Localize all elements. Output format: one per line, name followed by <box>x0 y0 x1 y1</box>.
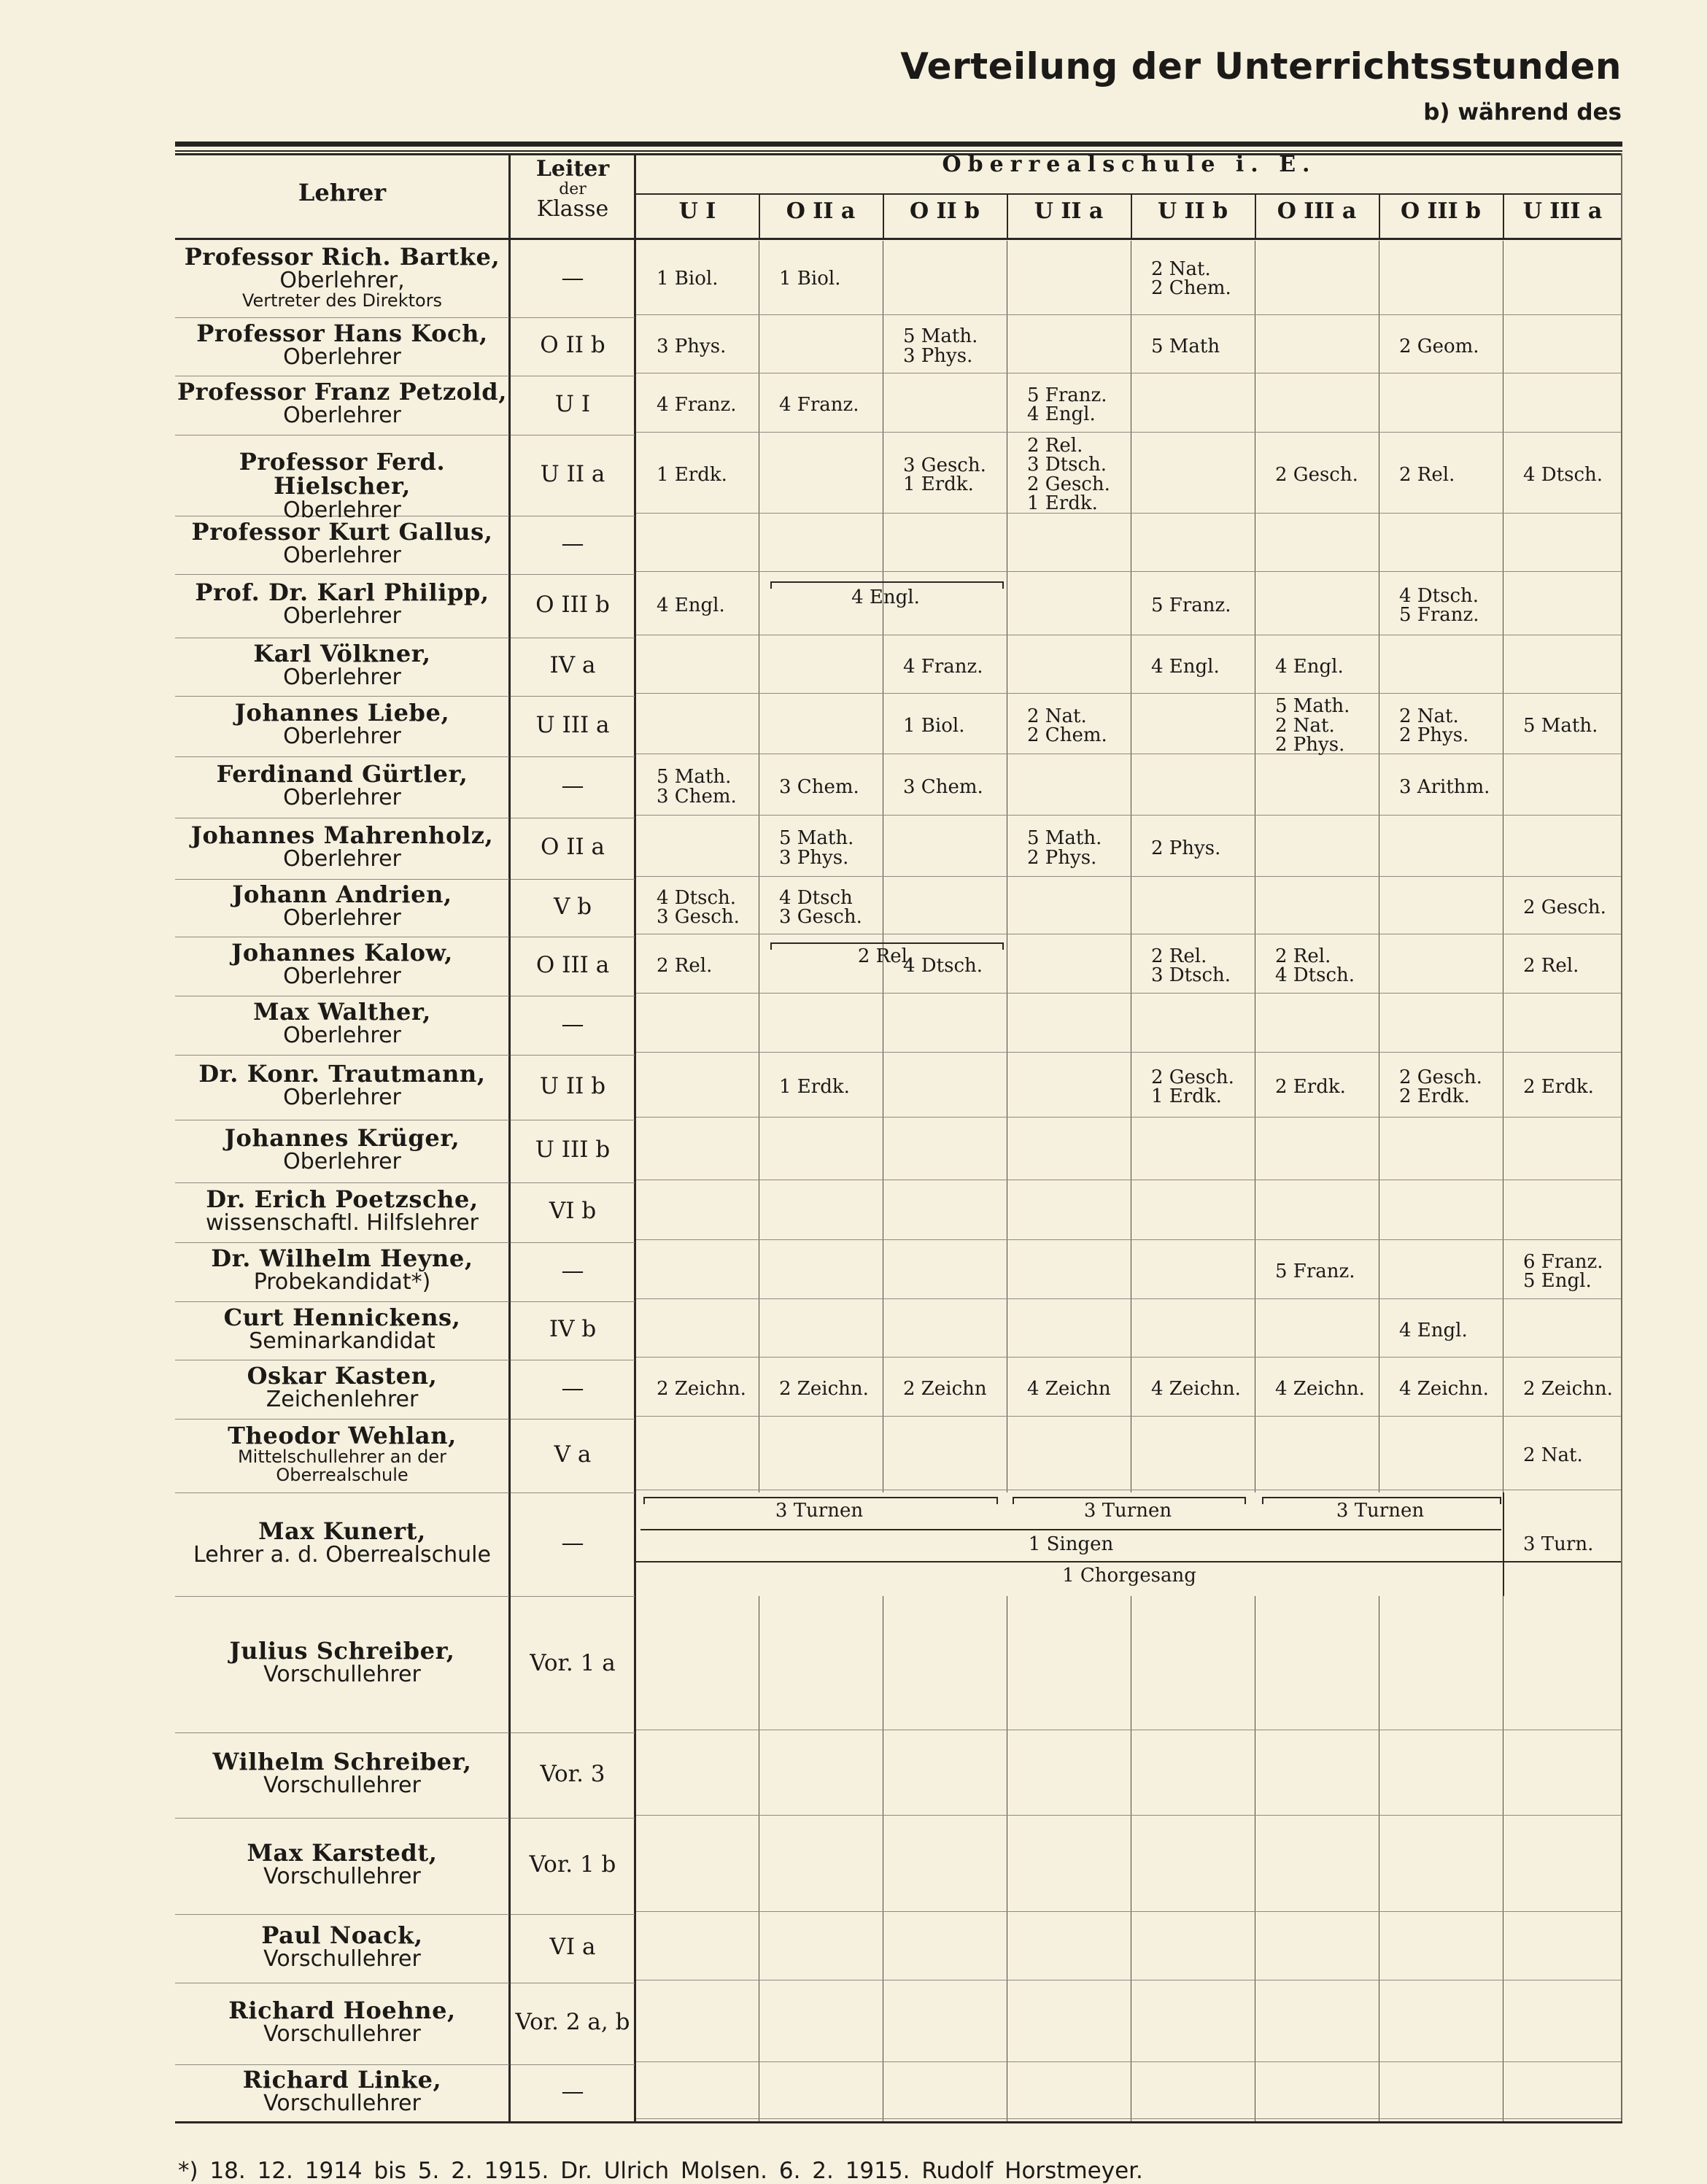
teacher-role: Oberlehrer <box>283 344 401 370</box>
teacher-role: Oberlehrer <box>283 542 401 568</box>
lesson-cell: 2 Rel. <box>657 955 713 977</box>
lesson-cell: 2 Zeichn. <box>657 1378 746 1400</box>
teacher-name: Johannes Kalow, <box>231 939 453 967</box>
lesson-cell: 5 Franz. <box>1151 595 1231 616</box>
row-line-classes <box>636 1239 1622 1240</box>
class-leader: U III b <box>535 1136 611 1163</box>
row-line-name <box>175 1492 509 1493</box>
class-leader: — <box>561 2078 584 2104</box>
teacher-name-block <box>175 1123 509 1174</box>
row-line-leiter <box>511 1055 635 1056</box>
teacher-name: Max Karstedt, <box>247 1838 438 1867</box>
turnen-label-2: 3 Turnen <box>1083 1500 1172 1522</box>
lesson-cell: 3 Chem. <box>779 775 859 798</box>
row-line-leiter <box>511 1301 635 1302</box>
top-rule <box>175 142 1622 147</box>
lesson-cell: 2 Gesch. <box>1523 897 1606 918</box>
teacher-name: Karl Völkner, <box>253 639 431 667</box>
lesson-cell: 5 Math. 2 Nat. 2 Phys. <box>1275 695 1350 756</box>
row-line-leiter <box>511 1914 635 1915</box>
leiter-header-line3: Klasse <box>536 195 609 222</box>
lesson-cell: 2 Rel. 3 Dtsch. 2 Gesch. 1 Erdk. <box>1027 434 1110 515</box>
teacher-role: Vorschullehrer <box>263 2021 421 2047</box>
teacher-role: Seminarkandidat <box>249 1328 436 1354</box>
teacher-name: Johannes Mahrenholz, <box>190 821 494 849</box>
row-line-leiter <box>511 574 635 575</box>
row-line-name <box>175 574 509 575</box>
lesson-cell: 4 Dtsch. 5 Franz. <box>1399 584 1479 627</box>
row-line-leiter <box>511 1242 635 1243</box>
class-leader: Vor. 2 a, b <box>515 2009 630 2035</box>
row-line-name <box>175 879 509 880</box>
lesson-cell: 5 Math. 3 Phys. <box>779 827 854 869</box>
teacher-name: Professor Hans Koch, <box>196 319 488 347</box>
teacher-name: Professor Franz Petzold, <box>177 378 508 406</box>
row-line-name <box>175 1419 509 1420</box>
row-line-name <box>175 1301 509 1302</box>
class-leader: Vor. 3 <box>540 1760 605 1787</box>
class-header-2: O II b <box>909 198 980 224</box>
lesson-cell: 6 Franz. 5 Engl. <box>1523 1250 1603 1293</box>
class-header-1: O II a <box>786 198 856 224</box>
teacher-name-block <box>175 1303 509 1354</box>
teacher-name-block <box>175 1421 509 1485</box>
kalow-span-label: 2 Rel. <box>857 945 914 967</box>
row-line-leiter <box>511 1732 635 1733</box>
lesson-cell: 4 Zeichn. <box>1399 1378 1489 1400</box>
class-leader: IV a <box>549 652 596 678</box>
row-line-leiter <box>511 756 635 757</box>
row-line-leiter <box>511 1818 635 1819</box>
teacher-name: Dr. Wilhelm Heyne, <box>211 1244 473 1272</box>
teacher-name: Theodor Wehlan, <box>228 1421 457 1449</box>
lesson-cell: 1 Erdk. <box>779 1076 850 1098</box>
teacher-name-block <box>175 450 509 522</box>
teacher-name: Professor Rich. Bartke, <box>184 242 500 271</box>
class-leader: U III a <box>535 711 610 738</box>
lesson-cell: 2 Rel. 3 Dtsch. <box>1151 945 1231 987</box>
teacher-name: Oskar Kasten, <box>247 1362 438 1390</box>
teacher-role: Oberlehrer <box>283 845 401 872</box>
teacher-name-block <box>175 242 509 311</box>
lesson-cell: 2 Zeichn. <box>1523 1378 1613 1400</box>
class-leader: — <box>561 1374 584 1401</box>
class-header-0: U I <box>678 198 716 224</box>
teacher-name-block <box>175 880 509 932</box>
row-line-classes <box>636 432 1622 433</box>
row-line-leiter <box>511 1596 635 1597</box>
lesson-cell: 4 Franz. <box>903 655 983 678</box>
leiter-column-header <box>511 158 635 220</box>
teacher-name: Ferdinand Gürtler, <box>216 759 468 788</box>
row-line-classes <box>636 1416 1622 1417</box>
lesson-cell: 1 Erdk. <box>657 464 727 486</box>
lesson-cell: 2 Nat. <box>1523 1444 1583 1466</box>
row-line-leiter <box>511 1182 635 1183</box>
lesson-cell: 3 Turn. <box>1523 1533 1594 1555</box>
lesson-cell: 2 Nat. 2 Chem. <box>1151 257 1231 300</box>
row-line-classes <box>636 1298 1622 1299</box>
lesson-cell: 4 Engl. <box>657 595 725 616</box>
class-leader: VI a <box>549 1934 596 1960</box>
lesson-cell: 2 Gesch. 2 Erdk. <box>1399 1066 1482 1108</box>
footnote: *) 18. 12. 1914 bis 5. 2. 1915. Dr. Ulrich Molsen. 6. 2. 1915. Rudolf Horstmeyer. <box>178 2158 1143 2184</box>
class-leader: — <box>561 1257 584 1284</box>
lesson-cell: 5 Math. 2 Phys. <box>1027 827 1102 869</box>
teacher-column-header: Lehrer <box>298 179 387 206</box>
teacher-role: Oberlehrer <box>283 664 401 690</box>
row-line-leiter <box>511 879 635 880</box>
group-header: Oberrealschule i. E. <box>942 152 1317 177</box>
teacher-role: Oberlehrer <box>283 905 401 932</box>
lesson-cell: 3 Phys. <box>657 335 727 357</box>
lesson-cell: 5 Franz. <box>1275 1261 1355 1282</box>
class-leader: VI b <box>549 1198 597 1224</box>
teacher-name-block <box>175 517 509 568</box>
lesson-cell: 4 Dtsch. 3 Gesch. <box>657 886 740 929</box>
teacher-name-block <box>175 821 509 872</box>
teacher-role: Oberlehrer <box>283 403 401 429</box>
teacher-role: Oberlehrer <box>283 724 401 750</box>
class-leader: — <box>561 1530 584 1556</box>
teacher-name-block <box>175 1750 509 1797</box>
teacher-name: Curt Hennickens, <box>223 1303 461 1331</box>
teacher-role: Oberlehrer <box>283 1148 401 1174</box>
header-bottom-line <box>175 238 1622 240</box>
teacher-role: Vorschullehrer <box>263 1945 421 1972</box>
teacher-name: Johannes Krüger, <box>224 1123 460 1152</box>
teacher-role: Probekandidat*) <box>253 1269 431 1296</box>
row-line-name <box>175 1242 509 1243</box>
chorgesang-label: 1 Chorgesang <box>1062 1565 1196 1587</box>
leiter-header-line1: Leiter <box>535 156 610 182</box>
page-title: Verteilung der Unterrichtsstunden <box>900 45 1622 88</box>
turnen-label-3: 3 Turnen <box>1336 1500 1425 1522</box>
row-line-name <box>175 696 509 697</box>
teacher-name-block <box>175 701 509 748</box>
teacher-name: Paul Noack, <box>261 1921 423 1949</box>
lesson-cell: 4 Engl. <box>1151 655 1220 678</box>
lesson-cell: 5 Franz. 4 Engl. <box>1027 384 1107 426</box>
class-leader: — <box>561 530 584 557</box>
lesson-cell: 5 Math. <box>1523 715 1598 737</box>
lesson-cell: 3 Chem. <box>903 775 983 798</box>
row-line-name <box>175 1818 509 1819</box>
class-leader: V a <box>554 1441 592 1468</box>
lesson-cell: 2 Geom. <box>1399 335 1479 357</box>
teacher-name: Richard Linke, <box>242 2065 442 2094</box>
lesson-cell: 4 Engl. <box>1275 655 1344 678</box>
lesson-cell: 2 Gesch. <box>1275 464 1358 486</box>
class-leader: Vor. 1 a <box>530 1649 616 1676</box>
row-line-classes <box>636 693 1622 694</box>
teacher-role: wissenschaftl. Hilfslehrer <box>205 1209 479 1236</box>
chorgesang-line <box>636 1561 1622 1563</box>
class-leader: U II b <box>539 1072 606 1099</box>
singen-line <box>640 1529 1501 1530</box>
teacher-name-block <box>175 1921 509 1972</box>
row-line-classes <box>636 1911 1622 1912</box>
lesson-cell: 2 Rel. <box>1523 955 1579 977</box>
row-line-classes <box>636 993 1622 994</box>
teacher-name-block <box>175 941 509 988</box>
teacher-name-block <box>175 639 509 690</box>
teacher-name-block <box>175 1996 509 2047</box>
teacher-name: Max Walther, <box>253 998 431 1026</box>
row-line-name <box>175 1182 509 1183</box>
class-leader: — <box>561 1010 584 1037</box>
lesson-cell: 5 Math. 3 Chem. <box>657 766 737 808</box>
lesson-cell: 2 Rel. 4 Dtsch. <box>1275 945 1355 987</box>
lesson-cell: 5 Math <box>1151 335 1220 357</box>
table-right-edge <box>1621 153 1622 2121</box>
class-header-6: O III b <box>1400 198 1482 224</box>
teacher-name-block <box>175 1062 509 1109</box>
row-line-name <box>175 1055 509 1056</box>
teacher-name: Prof. Dr. Karl Philipp, <box>195 578 489 606</box>
teacher-name: Julius Schreiber, <box>229 1637 455 1665</box>
teacher-role: Vorschullehrer <box>263 1863 421 1889</box>
teacher-name-block <box>175 319 509 370</box>
row-line-leiter <box>511 317 635 318</box>
row-line-classes <box>636 1357 1622 1358</box>
lesson-cell: 1 Biol. <box>779 268 841 290</box>
teacher-name: Max Kunert, <box>258 1517 426 1545</box>
teacher-name: Wilhelm Schreiber, <box>212 1748 472 1776</box>
class-leader: U II a <box>540 460 605 487</box>
lesson-cell: 2 Gesch. 1 Erdk. <box>1151 1066 1234 1108</box>
class-leader: O II a <box>540 834 605 860</box>
teacher-name: Professor Ferd. Hielscher, <box>239 448 446 500</box>
teacher-role: Oberlehrer <box>283 1085 401 1111</box>
lesson-cell: 2 Nat. 2 Chem. <box>1027 705 1107 747</box>
class-header-5: O III a <box>1277 198 1357 224</box>
teacher-name: Richard Hoehne, <box>228 1996 456 2024</box>
row-line-classes <box>636 876 1622 877</box>
teacher-role: Vorschullehrer <box>263 1773 421 1799</box>
lesson-cell: 4 Zeichn. <box>1151 1378 1241 1400</box>
class-leader: Vor. 1 b <box>529 1851 616 1878</box>
teacher-role: Oberlehrer <box>283 603 401 630</box>
lesson-cell: 1 Biol. <box>903 715 965 737</box>
class-leader: O III a <box>535 951 610 978</box>
singen-label: 1 Singen <box>1028 1533 1114 1555</box>
lesson-cell: 2 Phys. <box>1151 837 1221 859</box>
teacher-role: Oberlehrer <box>283 964 401 990</box>
teacher-role: Lehrer a. d. Oberrealschule <box>193 1541 491 1568</box>
page-subtitle: b) während des <box>1423 99 1622 125</box>
row-line-classes <box>636 2118 1622 2119</box>
row-line-classes <box>636 2061 1622 2062</box>
lesson-cell: 4 Zeichn <box>1027 1378 1111 1400</box>
teacher-role: Oberlehrer <box>283 784 401 810</box>
lesson-cell: 4 Franz. <box>657 394 737 416</box>
teacher-name-block <box>175 578 509 630</box>
teacher-name: Johannes Liebe, <box>234 699 450 727</box>
row-line-classes <box>636 815 1622 816</box>
row-line-name <box>175 1596 509 1597</box>
teacher-role: Vorschullehrer <box>263 1662 421 1688</box>
lesson-cell: 4 Dtsch. <box>1523 464 1603 486</box>
teacher-role: Zeichenlehrer <box>266 1387 419 1413</box>
class-leader: V b <box>553 893 592 920</box>
row-line-name <box>175 2064 509 2065</box>
lesson-cell: 2 Nat. 2 Phys. <box>1399 705 1469 747</box>
teacher-role: Oberlehrer <box>283 1023 401 1049</box>
teacher-name-block <box>175 1185 509 1236</box>
row-line-classes <box>636 1052 1622 1053</box>
teacher-name-block <box>175 1244 509 1296</box>
lesson-cell: 4 Dtsch 3 Gesch. <box>779 886 862 929</box>
group-header-line <box>636 193 1622 195</box>
lesson-cell: 1 Biol. <box>657 268 719 290</box>
teacher-name-block <box>175 1838 509 1889</box>
teacher-note: Mittelschullehrer an der Oberrealschule <box>237 1446 447 1485</box>
teacher-name-block <box>175 380 509 427</box>
teacher-name-block <box>175 1639 509 1686</box>
class-header-7: U III a <box>1522 198 1603 224</box>
teacher-name: Professor Kurt Gallus, <box>191 517 493 546</box>
lesson-cell: 4 Franz. <box>779 394 859 416</box>
lesson-cell: 4 Engl. <box>1399 1319 1468 1341</box>
class-leader: O III b <box>535 591 610 618</box>
class-header-3: U II a <box>1034 198 1104 224</box>
class-leader: O II b <box>540 332 605 358</box>
teacher-name: Dr. Erich Poetzsche, <box>206 1185 479 1213</box>
teacher-role: Oberlehrer <box>283 497 401 523</box>
lesson-cell: 4 Zeichn. <box>1275 1378 1365 1400</box>
lesson-cell: 2 Rel. <box>1399 464 1455 486</box>
row-line-classes <box>636 571 1622 572</box>
row-line-leiter <box>511 2064 635 2065</box>
lesson-cell: 2 Erdk. <box>1523 1076 1594 1098</box>
teacher-name-block <box>175 1364 509 1411</box>
teacher-name: Johann Andrien, <box>232 880 452 908</box>
row-line-leiter <box>511 696 635 697</box>
lesson-cell: 2 Zeichn <box>903 1378 987 1400</box>
row-line-leiter <box>511 1419 635 1420</box>
teacher-role: Oberlehrer, <box>279 267 405 293</box>
row-line-classes <box>636 314 1622 315</box>
teacher-name: Dr. Konr. Trautmann, <box>198 1060 486 1088</box>
teacher-role: Vorschullehrer <box>263 2090 421 2116</box>
row-line-name <box>175 1732 509 1733</box>
teacher-name-block <box>175 2065 509 2116</box>
row-line-classes <box>636 1815 1622 1816</box>
leiter-header-line2: der <box>559 179 587 198</box>
row-line-classes <box>636 513 1622 514</box>
teacher-name-block <box>175 1000 509 1047</box>
teacher-name-block <box>175 1519 509 1566</box>
class-leader: — <box>561 264 584 291</box>
row-line-name <box>175 317 509 318</box>
row-line-leiter <box>511 1492 635 1493</box>
turnen-label-1: 3 Turnen <box>775 1500 864 1522</box>
lesson-cell: 3 Gesch. 1 Erdk. <box>903 454 986 496</box>
teacher-name-block <box>175 759 509 810</box>
class-leader: U I <box>554 390 591 417</box>
lesson-cell: 4 Dtsch. <box>903 955 983 977</box>
teacher-note: Vertreter des Direktors <box>241 290 443 311</box>
lesson-cell: 2 Zeichn. <box>779 1378 869 1400</box>
class-leader: — <box>561 772 584 799</box>
row-line-name <box>175 1914 509 1915</box>
class-header-4: U II b <box>1157 198 1228 224</box>
lesson-cell: 2 Erdk. <box>1275 1076 1346 1098</box>
philipp-span-label: 4 Engl. <box>851 586 920 608</box>
lesson-cell: 3 Arithm. <box>1399 775 1490 798</box>
lesson-cell: 5 Math. 3 Phys. <box>903 325 978 367</box>
row-line-name <box>175 756 509 757</box>
table-bottom-line <box>175 2121 1622 2123</box>
row-line-classes <box>636 1117 1622 1118</box>
class-leader: IV b <box>549 1316 597 1342</box>
